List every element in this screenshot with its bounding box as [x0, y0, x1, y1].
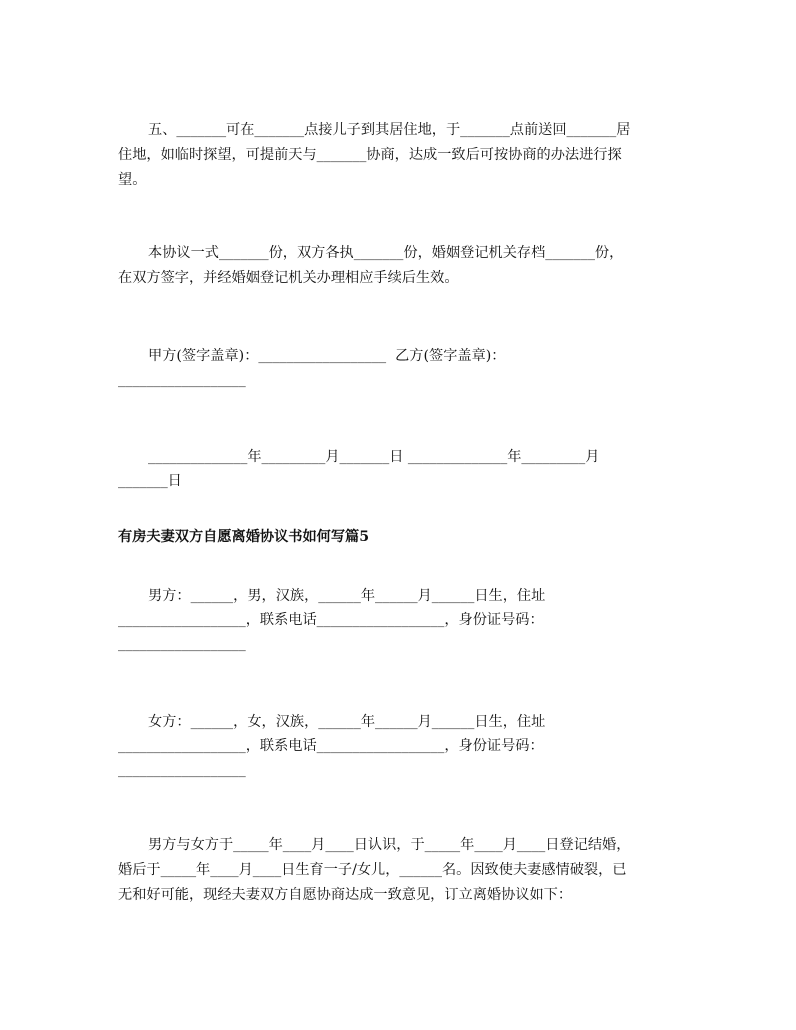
section-heading: 有房夫妻双方自愿离婚协议书如何写篇5	[118, 529, 370, 545]
copies-clause-line-2: 在双方签字，并经婚姻登记机关办理相应手续后生效。	[118, 270, 459, 286]
clause-five-line-3: 望。	[118, 172, 147, 188]
male-party-line-3: __________________	[118, 636, 246, 652]
copies-clause-line-1: 本协议一式_______份，双方各执_______份，婚姻登记机关存档_______份，	[148, 245, 624, 261]
female-party-line-1: 女方：______，女，汉族，______年______月______日生，住址	[148, 714, 546, 730]
marriage-statement-line-3: 无和好可能，现经夫妻双方自愿协商达成一致意见，订立离婚协议如下：	[118, 887, 573, 903]
male-party-line-2: __________________，联系电话__________________，身份证号码：	[118, 612, 544, 628]
male-party-line-1: 男方：______，男，汉族，______年______月______日生，住址	[148, 588, 546, 604]
marriage-statement-line-1: 男方与女方于_____年____月____日认识，于_____年____月____日登记结婚，	[148, 837, 631, 853]
date-line-1: ______________年_________月_______日 ______________年_________月	[148, 449, 600, 465]
date-line-2: _______日	[118, 473, 182, 489]
signature-line-2: __________________	[118, 372, 246, 388]
clause-five-line-1: 五、_______可在_______点接儿子到其居住地，于_______点前送回_______居	[148, 122, 631, 138]
clause-five-line-2: 住地，如临时探望，可提前天与_______协商，达成一致后可按协商的办法进行探	[118, 147, 622, 163]
female-party-line-2: __________________，联系电话__________________，身份证号码：	[118, 738, 544, 754]
marriage-statement-line-2: 婚后于_____年____月____日生育一子/女儿，______名。因致使夫妻感情破裂，已	[118, 862, 627, 878]
signature-line-1: 甲方(签字盖章)：__________________ 乙方(签字盖章)：	[148, 348, 506, 364]
female-party-line-3: __________________	[118, 762, 246, 778]
